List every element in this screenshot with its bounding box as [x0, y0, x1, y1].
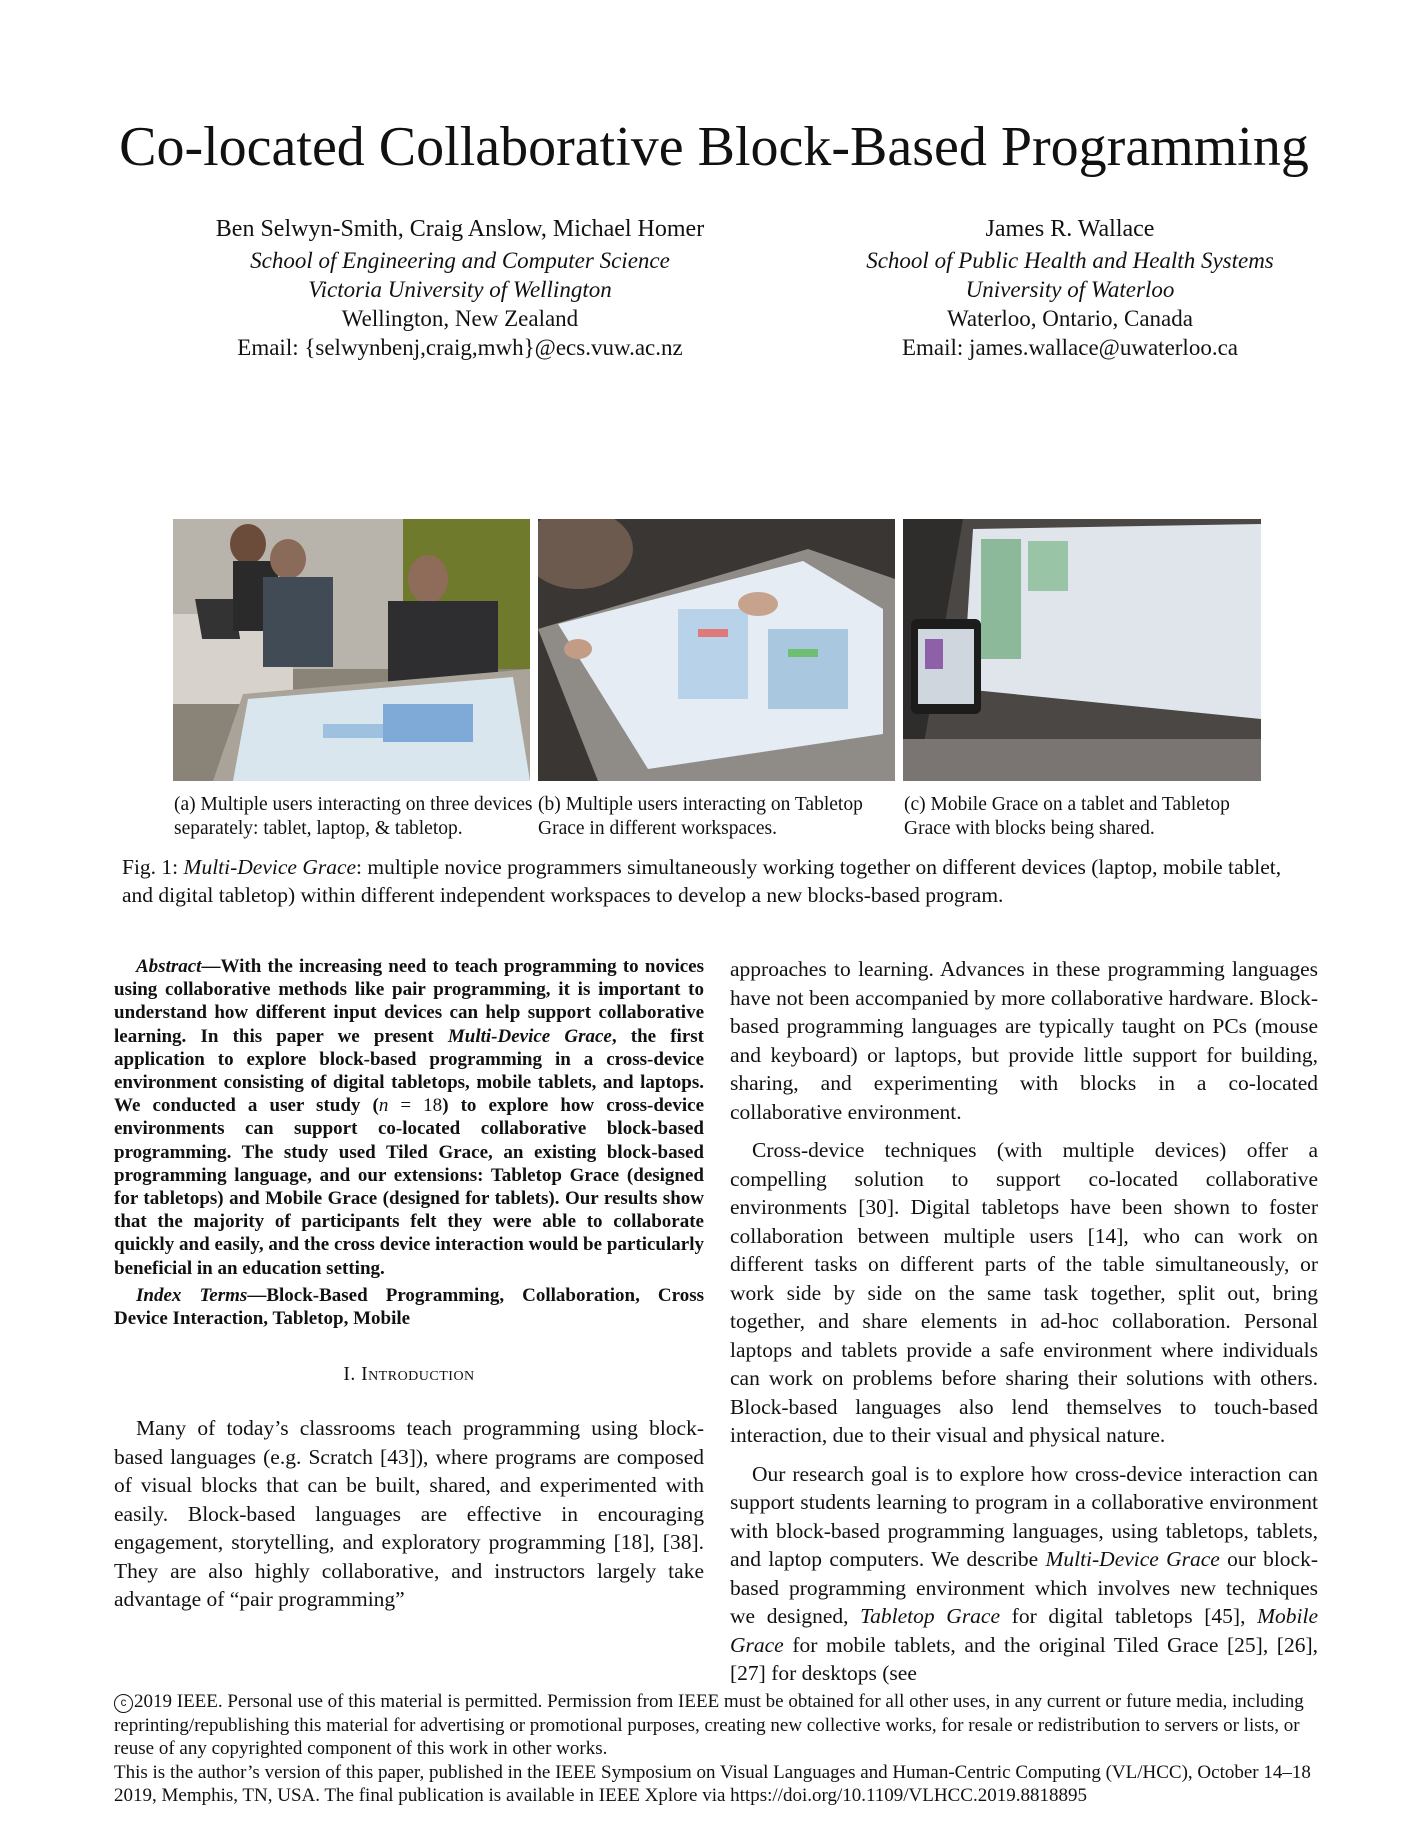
publication-notice: This is the author’s version of this paper, published in the IEEE Symposium on Visual Languages and Human-Centric Computing (VL/HCC), October 14–18 2019, Memphis, TN, USA. The final publication is available in IEEE Xplore via https://doi.org/10.1109/VLHCC.2019.8818895 [114, 1761, 1311, 1806]
figure-caption [122, 853, 1312, 909]
system-name: Multi-Device Grace [1045, 1547, 1220, 1571]
author-block-left [140, 215, 780, 362]
abstract-system-name: Multi-Device Grace [447, 1025, 612, 1047]
paragraph: Cross-device techniques (with multiple devices) offer a compelling solution to support co-located collaborative environments [30]. Digital tabletops have been shown to foster collaboration between multiple users [14], who can work on different tasks on different parts of the table simultaneously, or work side by side on the same task together, split out, bring together, and share elements in ad-hoc collaboration. Personal laptops and tablets provide a safe environment where individuals can work on problems before sharing their solutions with others. Block-based languages also lend themselves to touch-based interaction, due to their visual and physical nature. [730, 1138, 1318, 1447]
paper-title: Co-located Collaborative Block-Based Programming [119, 116, 1309, 178]
author-department: School of Engineering and Computer Science [250, 248, 670, 273]
system-name: Mobile Grace [730, 1604, 1319, 1657]
right-column [730, 955, 1318, 1698]
author-names: Ben Selwyn-Smith, Craig Anslow, Michael Homer [215, 216, 705, 242]
author-location: Waterloo, Ontario, Canada [947, 306, 1193, 331]
paragraph [730, 1460, 1318, 1688]
author-email: Email: james.wallace@uwaterloo.ca [901, 335, 1238, 360]
paragraph-text: for digital tabletops [45], [1000, 1604, 1258, 1628]
abstract-text: —With the increasing need to teach programming to novices using collaborative methods like pair programming, it is important to understand how different input devices can help support collaborative learning. In this paper we present [114, 956, 704, 1047]
author-university: University of Waterloo [965, 277, 1175, 302]
abstract [114, 955, 704, 1280]
paragraph: Many of today’s classrooms teach programming using block-based languages (e.g. Scratch [43]), where programs are composed of visual blocks that can be built, shared, and experimented with easily. Block-based languages are effective in encouraging engagement, storytelling, and exploratory programming [18], [38]. They are also highly collaborative, and instructors largely take advantage of “pair programming” [114, 1416, 704, 1612]
copyright-icon: c [114, 1694, 133, 1713]
index-terms [114, 1284, 704, 1330]
index-terms-label: Index Terms [136, 1284, 248, 1306]
index-terms-text: —Block-Based Programming, Collaboration, Cross Device Interaction, Tabletop, Mobile [114, 1284, 704, 1330]
paragraph-text: Our research goal is to explore how cross-device interaction can support students learning to program in a collaborative environment with block-based programming languages, using tabletops, tablets, and laptop computers. We describe [730, 1461, 1318, 1571]
author-names: James R. Wallace [985, 216, 1155, 242]
figure-label: Fig. 1: [122, 855, 184, 879]
left-column [114, 955, 704, 1624]
author-location: Wellington, New Zealand [341, 306, 579, 331]
abstract-text: , the first application to explore block-based programming in a cross-device environment consisting of digital tabletops, mobile tablets, and laptops. We conducted a user study ( [114, 1025, 704, 1117]
figure-subcaption-a: (a) Multiple users interacting on three devices separately: tablet, laptop, & tabletop. [174, 794, 533, 839]
system-name: Tabletop Grace [860, 1604, 1001, 1628]
abstract-text: ) to explore how cross-device environments can support co-located collaborative block-based programming. The study used Tiled Grace, an existing block-based programming language, and our extensions: Tabletop Grace (designed for tabletops) and Mobile Grace (designed for tablets). Our results show that the majority of participants felt they were able to collaborate quickly and easily, and the cross device interaction would be particularly beneficial in an education setting. [114, 1095, 705, 1279]
author-university: Victoria University of Wellington [308, 277, 612, 302]
section-heading: I. Introduction [343, 1364, 475, 1386]
abstract-label: Abstract [136, 956, 202, 977]
copyright-notice [114, 1690, 1314, 1761]
figure-subcaption-c: (c) Mobile Grace on a tablet and Tabletop Grace with blocks being shared. [904, 794, 1230, 839]
abstract-n-value: = 18 [388, 1095, 443, 1117]
paragraph-text: our block-based programming environment which involves new techniques we designed, [730, 1547, 1318, 1628]
figure-photo-c [903, 519, 1261, 781]
figure-subcaption-b: (b) Multiple users interacting on Tabletop Grace in different workspaces. [538, 794, 863, 839]
author-block-right [760, 215, 1380, 362]
figure-photo-a [173, 519, 530, 781]
copyright-footnote [114, 1690, 1314, 1808]
paragraph: approaches to learning. Advances in these programming languages have not been accompanied by more collaborative hardware. Block-based programming languages are typically taught on PCs (mouse and keyboard) or laptops, but provide little support for building, sharing, and experimenting with blocks in a co-located collaborative environment. [730, 957, 1318, 1124]
figure-caption-text: : multiple novice programmers simultaneously working together on different devices (laptop, mobile tablet, and digital tabletop) within different independent workspaces to develop a new blocks-based program. [122, 855, 1282, 907]
copyright-text: 2019 IEEE. Personal use of this material is permitted. Permission from IEEE must be obtained for all other uses, in any current or future media, including reprinting/republishing this material for advertising or promotional purposes, creating new collective works, for resale or redistribution to servers or lists, or reuse of any copyrighted component of this work in other works. [114, 1691, 1304, 1759]
figure-system-name: Multi-Device Grace [183, 855, 357, 879]
paragraph-text: for mobile tablets, and the original Tiled Grace [25], [26], [27] for desktops (see [730, 1632, 1318, 1685]
author-department: School of Public Health and Health Systems [866, 248, 1274, 273]
abstract-n-variable: n [378, 1095, 389, 1117]
figure-photo-b [538, 519, 895, 781]
author-email: Email: {selwynbenj,craig,mwh}@ecs.vuw.ac.nz [237, 335, 683, 360]
